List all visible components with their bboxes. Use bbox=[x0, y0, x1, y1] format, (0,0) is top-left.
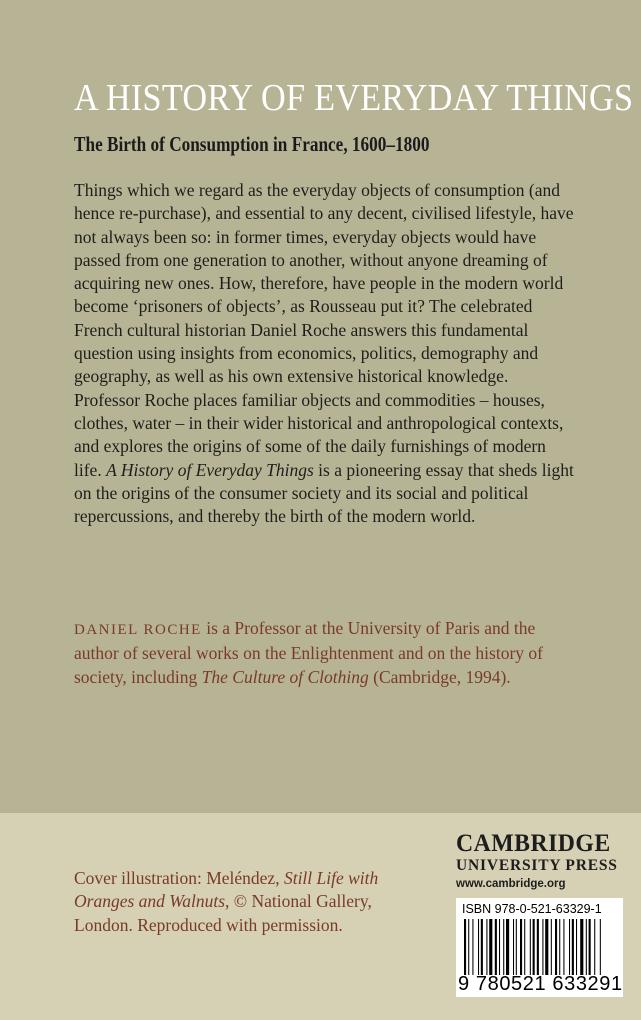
author-name: DANIEL ROCHE bbox=[74, 622, 202, 638]
barcode-bar bbox=[589, 919, 591, 975]
barcode-bar bbox=[513, 919, 514, 975]
barcode-bar bbox=[551, 919, 552, 975]
barcode-bar bbox=[542, 919, 543, 975]
barcode-bar bbox=[524, 919, 525, 975]
barcode-bar bbox=[506, 919, 509, 975]
publisher-logo bbox=[456, 831, 626, 892]
cover-illustration-credit bbox=[74, 867, 404, 937]
barcode-bar bbox=[600, 919, 601, 975]
blurb-italic-title: A History of Everyday Things bbox=[106, 459, 314, 480]
barcode-bar bbox=[559, 919, 560, 975]
barcode-bar bbox=[499, 919, 500, 975]
barcode-bar bbox=[580, 919, 583, 975]
publisher-url: www.cambridge.org bbox=[456, 878, 566, 890]
blurb-text-end: is a pioneering essay that sheds light on the origins of the consumer society and its social and political repercussions, and thereby the birth of the modern world. bbox=[74, 459, 574, 527]
publisher-subname: UNIVERSITY PRESS bbox=[456, 857, 618, 874]
author-bio-text: is a Professor at the University of Paris and the author of several works on the Enlightenment and on the history of society, including bbox=[74, 618, 543, 687]
author-bio-italic-work: The Culture of Clothing bbox=[201, 666, 369, 687]
author-bio-end: (Cambridge, 1994). bbox=[368, 666, 511, 687]
barcode-bar bbox=[503, 919, 504, 975]
publisher-name: CAMBRIDGE bbox=[456, 830, 611, 857]
barcode-bar bbox=[537, 919, 539, 975]
book-title: A HISTORY OF EVERYDAY THINGS bbox=[74, 77, 634, 119]
barcode-bar bbox=[486, 919, 487, 975]
barcode-bar bbox=[576, 919, 577, 975]
barcode-bar bbox=[533, 919, 535, 975]
barcode-bar bbox=[481, 919, 483, 975]
barcode-bar bbox=[468, 919, 469, 975]
barcode-bar bbox=[555, 919, 557, 975]
barcode-bar bbox=[572, 919, 574, 975]
credit-italic-work: Still Life with Oranges and Walnuts bbox=[74, 868, 379, 912]
book-blurb bbox=[74, 179, 574, 528]
barcode-bar bbox=[472, 919, 473, 975]
barcode-bar bbox=[545, 919, 548, 975]
barcode-bar bbox=[495, 919, 497, 975]
barcode-bar bbox=[520, 919, 522, 975]
barcode-bar bbox=[489, 919, 492, 975]
barcode-bar bbox=[594, 919, 595, 975]
blurb-text: Things which we regard as the everyday objects of consumption (and hence re-purchase), and essential to any decent, civilised lifestyle, have not always been so: in former times, everyday objects would have passed from one generation to another, without anyone dreaming of acquiring new ones. How, therefore, have people in the modern world become ‘prisoners of objects’, as Rousseau put it? The celebrated French cultural historian Daniel Roche answers this fundamental question using insights from economics, politics, demography and geography, as well as his own extensive historical knowledge. Professor Roche places familiar objects and commodities – houses, clothes, water – in their wider historical and anthropological contexts, and explores the origins of some of the daily furnishings of modern life. bbox=[74, 180, 574, 480]
barcode-bar bbox=[516, 919, 517, 975]
credit-suffix: , © National Gallery, London. Reproduced with permission. bbox=[74, 891, 372, 935]
credit-prefix: Cover illustration: Meléndez, bbox=[74, 868, 284, 888]
barcode-icon bbox=[464, 919, 616, 975]
barcode-bar bbox=[530, 919, 531, 975]
barcode-bar bbox=[586, 919, 587, 975]
book-subtitle: The Birth of Consumption in France, 1600–1800 bbox=[74, 132, 430, 156]
barcode-bar bbox=[563, 919, 564, 975]
barcode-digits: 9 780521 633291 bbox=[458, 973, 623, 995]
author-bio bbox=[74, 617, 574, 689]
isbn-barcode-box bbox=[456, 898, 623, 997]
barcode-bar bbox=[478, 919, 479, 975]
isbn-label: ISBN 978-0-521-63329-1 bbox=[462, 902, 602, 916]
barcode-bar bbox=[464, 919, 466, 975]
barcode-bar bbox=[569, 919, 570, 975]
